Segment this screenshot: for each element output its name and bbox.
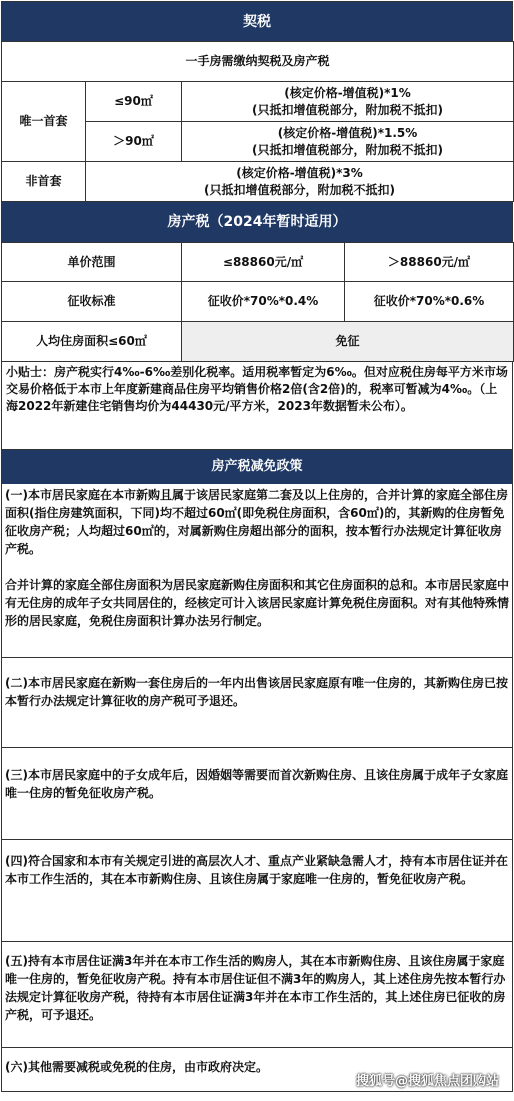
property-tax-table (1, 242, 514, 362)
deed-rate-cell (182, 122, 514, 162)
deed-note-small: (只抵扣增值税部分，附加税不抵扣) (252, 102, 443, 117)
watermark: 搜狐号@搜狐焦点团购站 (355, 1074, 499, 1089)
exemption-item-3-paragraph: (三)本市居民家庭中的子女成年后，因婚姻等需要而首次新购住房、且该住房属于成年子女家庭唯一住房的暂免征收房产税。 (5, 768, 508, 800)
deed-rate-large: (核定价格-增值税)*1.5% (277, 125, 418, 140)
deed-area-small: ≤90㎡ (86, 82, 182, 122)
deed-rate-cell (86, 162, 514, 202)
deed-area-large: ＞90㎡ (86, 122, 182, 162)
deed-rate-non-first: (核定价格-增值税)*3% (236, 165, 363, 180)
deed-group-first-home: 唯一首套 (2, 82, 86, 162)
price-range-low: ≤88860元/㎡ (182, 243, 345, 282)
per-capita-label: 人均住房面积≤60㎡ (2, 322, 182, 362)
deed-tax-table (1, 41, 514, 202)
deed-group-non-first: 非首套 (2, 162, 86, 202)
exemption-item-5 (1, 942, 513, 1048)
exemption-item-4 (1, 840, 513, 942)
tax-policy-page (1, 1, 513, 1099)
exemption-item-1-paragraph-1: (一)本市居民家庭在本市新购且属于该居民家庭第二套及以上住房的，合并计算的家庭全部住房面积(指住房建筑面积，下同)均不超过60㎡(即免税住房面积，含60㎡)的，其新购的住房暂免征收房产税；人均超过60㎡的，对属新购住房超出部分的面积，按本暂行办法规定计算征收房产税。 (5, 488, 508, 556)
deed-rate-cell (182, 82, 514, 122)
exemption-item-1-paragraph-2: 合并计算的家庭全部住房面积为居民家庭新购住房面积和其它住房面积的总和。本市居民家庭中有无住房的成年子女共同居住的，经核定可计入该居民家庭计算免税住房面积。对有其他特殊情形的居民家庭，免税住房面积计算办法另行制定。 (5, 578, 510, 628)
exemption-item-2 (1, 658, 513, 748)
exemption-item-6-paragraph: (六)其他需要减税或免税的住房，由市政府决定。 (5, 1060, 268, 1074)
exemption-item-1 (1, 484, 513, 658)
standard-low: 征收价*70%*0.4% (182, 282, 345, 322)
deed-note-non-first: (只抵扣增值税部分，附加税不抵扣) (204, 182, 395, 197)
deed-note-large: (只抵扣增值税部分，附加税不抵扣) (252, 142, 443, 157)
deed-tax-header: 契税 (1, 1, 513, 41)
exemption-item-3 (1, 748, 513, 840)
price-range-label: 单价范围 (2, 243, 182, 282)
exemption-item-5-paragraph: (五)持有本市居住证满3年并在本市工作生活的购房人，其在本市新购住房、且该住房属于家庭唯一住房的，暂免征收房产税。持有本市居住证但不满3年的购房人，其上述住房先按本暂行办法规定计算征收房产税，待持有本市居住证满3年并在本市工作生活的，其上述住房已征收的房产税，可予退还。 (5, 954, 506, 1022)
standard-label: 征收标准 (2, 282, 182, 322)
per-capita-exempt: 免征 (182, 322, 514, 362)
property-tax-tip: 小贴士：房产税实行4‰-6‰差别化税率。适用税率暂定为6‰。但对应税住房每平方米市场交易价格低于本市上年度新建商品住房平均销售价格2倍(含2倍)的，税率可暂减为4‰。（上海2022年新建住宅销售均价为44430元/平方米，2023年数据暂未公布）。 (1, 362, 513, 450)
exemption-item-2-paragraph: (二)本市居民家庭在新购一套住房后的一年内出售该居民家庭原有唯一住房的，其新购住房已按本暂行办法规定计算征收的房产税可予退还。 (5, 676, 508, 708)
exemption-item-4-paragraph: (四)符合国家和本市有关规定引进的高层次人才、重点产业紧缺急需人才，持有本市居住证并在本市工作生活的，其在本市新购住房、且该住房属于家庭唯一住房的，暂免征收房产税。 (5, 854, 508, 886)
deed-rate-small: (核定价格-增值税)*1% (284, 85, 411, 100)
standard-high: 征收价*70%*0.6% (345, 282, 514, 322)
deed-tax-subtitle: 一手房需缴纳契税及房产税 (2, 42, 514, 82)
price-range-high: ＞88860元/㎡ (345, 243, 514, 282)
property-tax-header: 房产税（2024年暂时适用） (1, 202, 513, 242)
exemption-header: 房产税减免政策 (1, 450, 513, 484)
